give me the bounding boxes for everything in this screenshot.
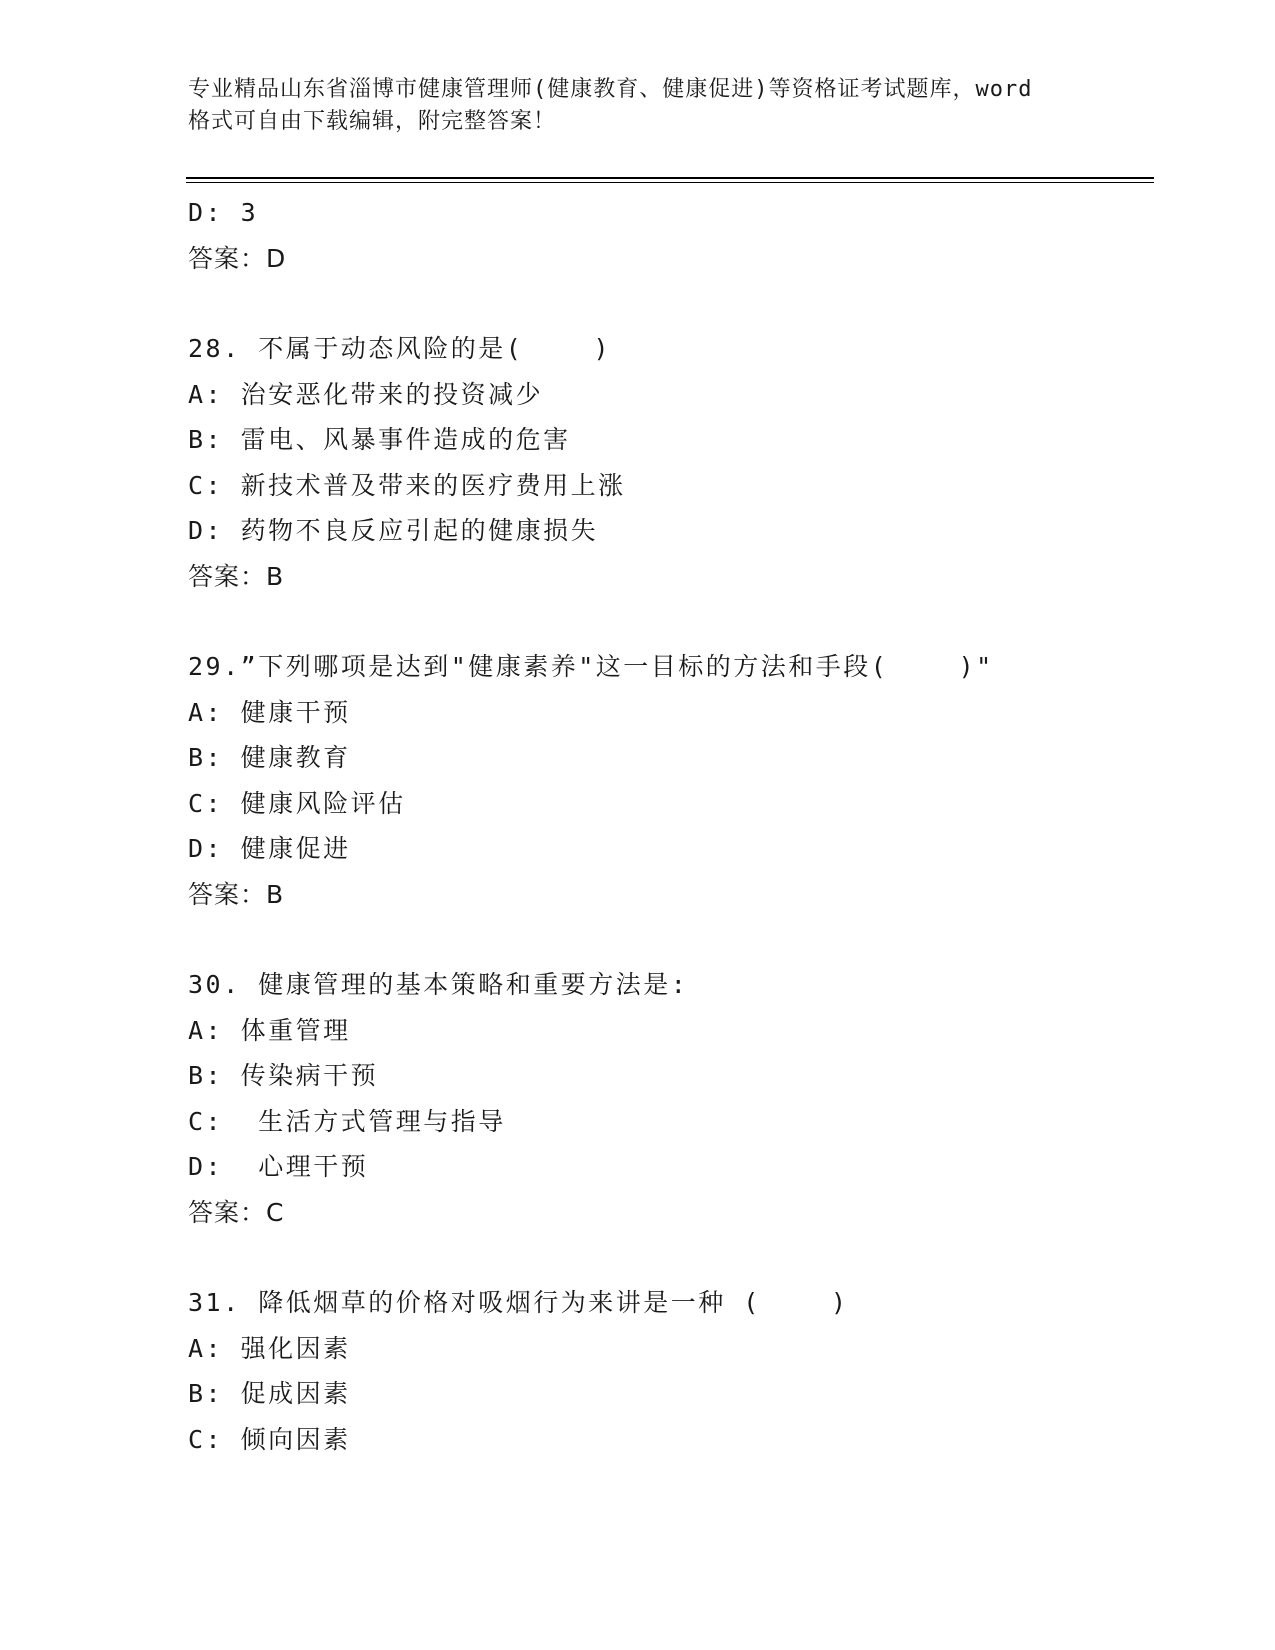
answer-line: 答案：B	[188, 879, 285, 909]
option-a: A: 体重管理	[188, 1015, 351, 1045]
option-d: D: 心理干预	[188, 1152, 369, 1181]
spacer	[188, 281, 1148, 326]
question-stem: 31. 降低烟草的价格对吸烟行为来讲是一种 ( )	[188, 1288, 849, 1317]
question-stem: 29.”下列哪项是达到"健康素养"这一目标的方法和手段( )"	[188, 652, 994, 681]
option-c: C: 健康风险评估	[188, 788, 406, 818]
option-d: D: 健康促进	[188, 834, 351, 863]
answer-line: 答案：B	[188, 561, 285, 591]
question-31	[188, 1280, 1148, 1462]
option-b: B: 促成因素	[188, 1379, 351, 1408]
option-c: C: 倾向因素	[188, 1424, 351, 1454]
spacer	[188, 1235, 1148, 1280]
option-b: B: 传染病干预	[188, 1061, 379, 1090]
header-rule-thin	[186, 182, 1154, 183]
question-28	[188, 326, 1148, 599]
option-c: C: 新技术普及带来的医疗费用上涨	[188, 470, 626, 500]
option-a: A: 健康干预	[188, 697, 351, 727]
question-30	[188, 962, 1148, 1235]
option-b: B: 雷电、风暴事件造成的危害	[188, 425, 571, 454]
answer-line: 答案：D	[188, 243, 287, 273]
header-rule-thick	[186, 177, 1154, 179]
question-29	[188, 644, 1148, 917]
document-header	[188, 74, 1088, 138]
question-stem: 30. 健康管理的基本策略和重要方法是:	[188, 970, 689, 999]
header-line-2: 格式可自由下载编辑，附完整答案！	[188, 109, 557, 134]
document-body	[188, 190, 1148, 1462]
option-d: D: 3	[188, 198, 259, 227]
header-line-1: 专业精品山东省淄博市健康管理师(健康教育、健康促进)等资格证考试题库，word	[188, 77, 1033, 102]
answer-line: 答案：C	[188, 1197, 285, 1227]
option-d: D: 药物不良反应引起的健康损失	[188, 516, 599, 545]
question-stem: 28. 不属于动态风险的是( )	[188, 334, 612, 363]
spacer	[188, 917, 1148, 962]
option-a: A: 治安恶化带来的投资减少	[188, 379, 544, 409]
option-a: A: 强化因素	[188, 1333, 351, 1363]
option-b: B: 健康教育	[188, 743, 351, 772]
spacer	[188, 599, 1148, 644]
option-c: C: 生活方式管理与指导	[188, 1106, 506, 1136]
